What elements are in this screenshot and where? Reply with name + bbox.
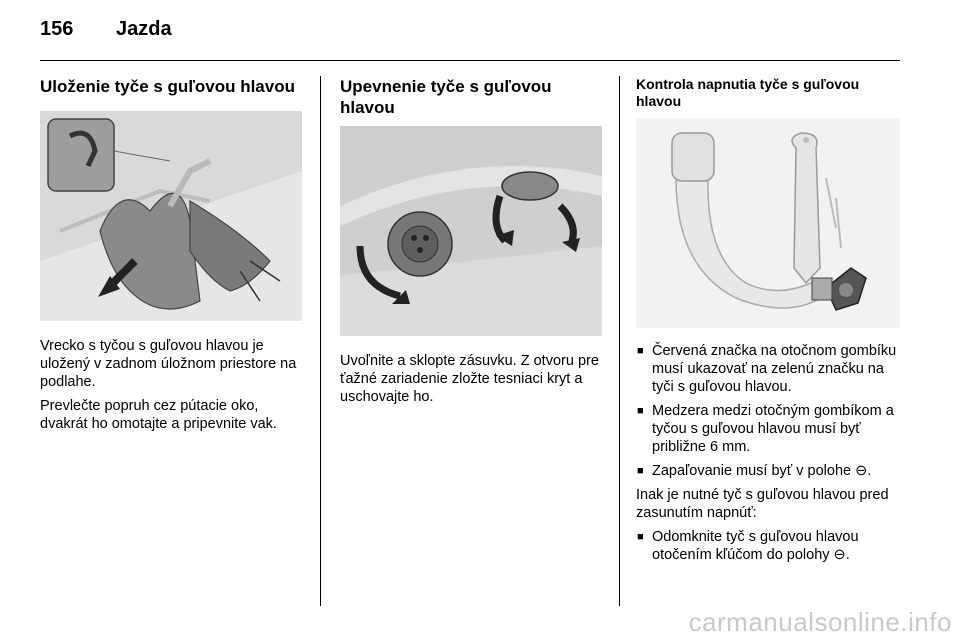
heading-tension-check: Kontrola napnutia tyče s guľovou hlavou: [636, 76, 860, 109]
unlock-list: [636, 528, 900, 564]
figure-tow-bar-bag: [40, 111, 302, 321]
paragraph-storage-location: Vrecko s tyčou s guľovou hlavou je uložený v zadnom úložnom priestore na podlahe.: [40, 338, 297, 390]
list-item: ■ Medzera medzi otočným gombíkom a tyčou s guľovou hlavou musí byť približne 6 mm.: [637, 403, 894, 455]
heading-mounting: Upevnenie tyče s guľovou hlavou: [340, 77, 552, 117]
list-item: ■ Červená značka na otočnom gombíku musí ukazovať na zelenú značku na tyči s guľovou hlavou.: [637, 343, 897, 395]
column-divider-1: [320, 76, 321, 606]
figure-tow-bar: [636, 118, 900, 328]
page-number: 156: [40, 18, 74, 40]
paragraph-strap-instructions: Prevlečte popruh cez pútacie oko, dvakrát ho omotajte a pripevnite vak.: [40, 398, 277, 432]
tension-check-list: [636, 342, 900, 480]
bullet-icon: ■: [637, 531, 644, 543]
column-storage: [40, 76, 302, 433]
tow-bar-bag-illustration: [40, 111, 302, 321]
paragraph-socket-instructions: Uvoľnite a sklopte zásuvku. Z otvoru pre ťažné zariadenie zložte tesniaci kryt a uschovajte ho.: [340, 353, 599, 405]
bullet-icon: ■: [637, 345, 644, 357]
bullet-icon: ■: [637, 405, 644, 417]
heading-storage: Uloženie tyče s guľovou hlavou: [40, 77, 295, 96]
watermark: carmanualsonline.info: [688, 607, 952, 637]
socket-cover-illustration: [340, 126, 602, 336]
section-title: Jazda: [116, 18, 172, 40]
tow-bar-illustration: [636, 118, 900, 328]
list-item: ■ Odomknite tyč s guľovou hlavou otočením kľúčom do polohy ⊖.: [637, 529, 859, 563]
column-divider-2: [619, 76, 620, 606]
header-rule: [40, 60, 900, 61]
figure-socket-cover: [340, 126, 602, 336]
list-item: ■ Zapaľovanie musí byť v polohe ⊖.: [637, 463, 872, 479]
page-header: [40, 18, 172, 41]
bullet-icon: ■: [637, 465, 644, 477]
paragraph-tension-instructions: Inak je nutné tyč s guľovou hlavou pred zasunutím napnúť:: [636, 487, 889, 521]
column-tension-check: [636, 76, 900, 570]
column-mounting: [340, 76, 602, 406]
